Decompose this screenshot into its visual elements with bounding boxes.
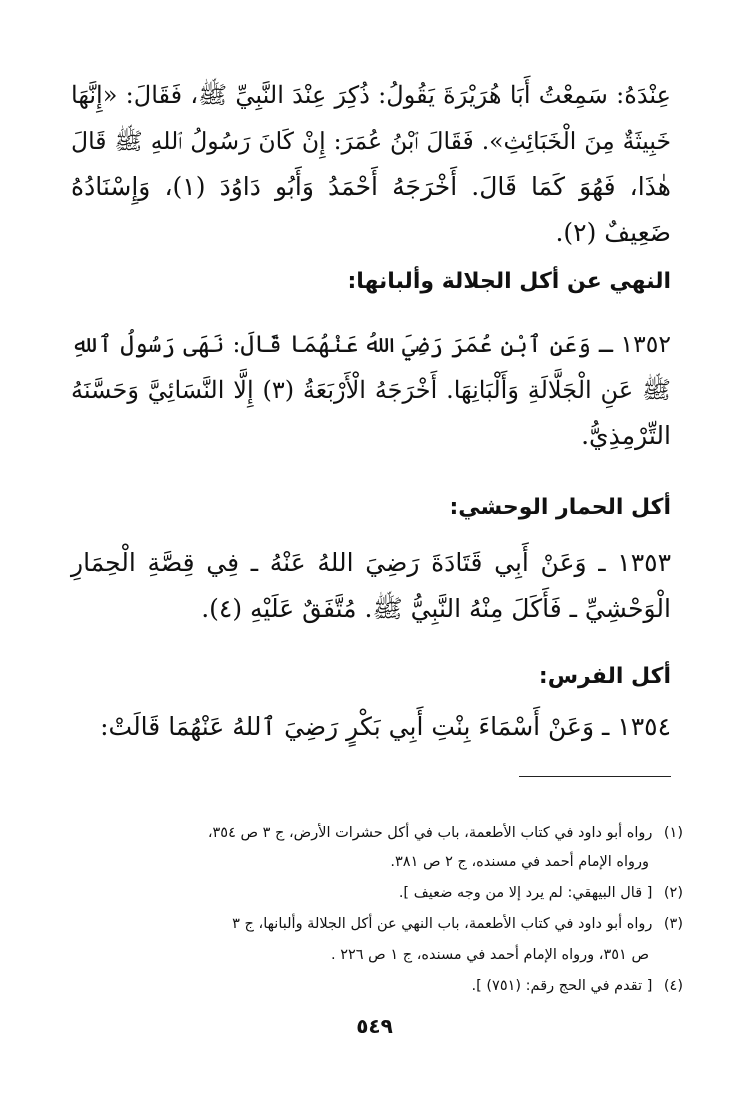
hadith-1352-line: التِّرْمِذِيُّ. [581, 421, 671, 450]
footnote-4 [471, 975, 683, 997]
hadith-1354-line: ١٣٥٤ ـ وَعَنْ أَسْمَاءَ بِنْتِ أَبِي بَكْرٍ رَضِيَ ٱللهُ عَنْهُمَا قَالَتْ: [100, 712, 671, 741]
footnote-text: [ تقدم في الحج رقم: (٧٥١) ]. [471, 978, 653, 994]
footnote-text: رواه أبو داود في كتاب الأطعمة، باب في أكل حشرات الأرض، ج ٣ ص ٣٥٤، [207, 825, 653, 841]
footnote-1 [208, 822, 683, 844]
section-heading: النهي عن أكل الجلالة وألبانها: [347, 269, 671, 294]
hadith-1353-line: ١٣٥٣ ـ وَعَنْ أَبِي قَتَادَةَ رَضِيَ اللهُ عَنْهُ ـ فِي قِصَّةِ الْحِمَارِ [71, 548, 671, 577]
footnote-3 [232, 913, 683, 935]
section-heading: أكل الحمار الوحشي: [449, 495, 671, 520]
page-number: ٥٤٩ [356, 1014, 393, 1038]
text-line: خَبِيثَةٌ مِنَ الْخَبَائِثِ». فَقَالَ ٱبْنُ عُمَرَ: إِنْ كَانَ رَسُولُ ٱللهِ ﷺ قَالَ [71, 127, 671, 155]
footnote-2 [399, 882, 683, 904]
footnote-3-continued: ص ٣٥١، ورواه الإمام أحمد في مسنده، ج ١ ص ٢٢٦ . [330, 947, 649, 963]
hadith-1352-line: ١٣٥٢ ـ وَعَنِ ٱبْنِ عُمَرَ رَضِيَ اللهُ عَنْهُمَا قَالَ: نَهَى رَسُولُ ٱللهِ [71, 330, 671, 358]
hadith-1353-line: الْوَحْشِيِّ ـ فَأَكَلَ مِنْهُ النَّبِيُّ ﷺ. مُتَّفَقٌ عَلَيْهِ (٤). [201, 594, 671, 623]
footnote-1-continued: ورواه الإمام أحمد في مسنده، ج ٢ ص ٣٨١. [390, 854, 649, 870]
footnote-number: (٣) [663, 916, 683, 932]
footnote-separator [519, 776, 671, 777]
footnote-number: (٢) [663, 885, 683, 901]
text-line: هٰذَا، فَهُوَ كَمَا قَالَ. أَخْرَجَهُ أَحْمَدُ وَأَبُو دَاوُدَ (١)، وَإِسْنَادُهُ [71, 172, 671, 201]
hadith-1352-line: ﷺ عَنِ الْجَلَّالَةِ وَأَلْبَانِهَا. أَخْرَجَهُ الْأَرْبَعَةُ (٣) إِلَّا النَّسَائِيَّ وَحَسَّنَهُ [71, 376, 671, 404]
text-line: عِنْدَهُ: سَمِعْتُ أَبَا هُرَيْرَةَ يَقُولُ: ذُكِرَ عِنْدَ النَّبِيِّ ﷺ، فَقَالَ: «إِنَّهَا [71, 81, 671, 109]
footnote-number: (١) [663, 825, 683, 841]
footnote-text: [ قال البيهقي: لم يرد إلا من وجه ضعيف ]. [398, 885, 653, 901]
text-line: ضَعِيفٌ (٢). [555, 218, 671, 247]
footnote-number: (٤) [663, 978, 683, 994]
section-heading: أكل الفرس: [538, 664, 671, 689]
footnote-text: رواه أبو داود في كتاب الأطعمة، باب النهي عن أكل الجلالة وألبانها، ج ٣ [232, 916, 653, 932]
